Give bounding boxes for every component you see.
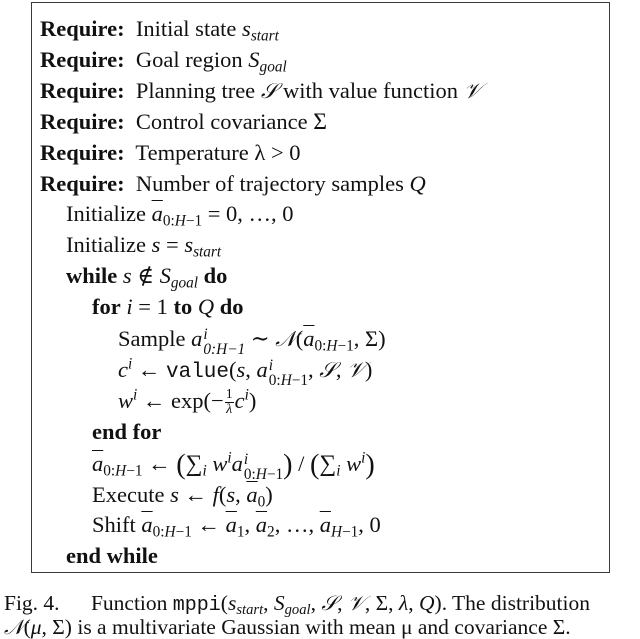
require-goal-region bbox=[40, 44, 287, 75]
cost-step bbox=[118, 354, 373, 389]
end-for bbox=[92, 416, 161, 447]
math-s-notin-goal: s ∉ $S_{goal}$ bbox=[122, 263, 199, 292]
math-abar: $\overline{a}_{0:H-1}$ bbox=[92, 451, 143, 480]
initialize-action-sequence bbox=[66, 198, 294, 229]
do-keyword: do bbox=[203, 263, 228, 288]
math-exp-args: (− $\frac{1}{\lambda}$ $c^i$) bbox=[203, 386, 257, 417]
require-control-covariance bbox=[40, 106, 327, 137]
require-keyword: Require: bbox=[40, 78, 125, 103]
require-keyword: Require: bbox=[40, 109, 125, 134]
require-keyword: Require: bbox=[40, 16, 125, 41]
caption-function-args: ($s_{start}$, $S_{goal}$, 𝒮, 𝒱, Σ, λ, Q) bbox=[220, 591, 442, 619]
weighted-average-step bbox=[92, 448, 375, 483]
initialize-text: Initialize bbox=[66, 232, 146, 257]
while-loop-header bbox=[66, 260, 227, 291]
to-keyword: to bbox=[173, 294, 193, 319]
shift-step bbox=[92, 509, 381, 540]
math-c-i: $c^i$ bbox=[118, 355, 133, 382]
math-s-eq-sstart: $s = s_{start}$ bbox=[151, 232, 222, 261]
math-value-symbol: 𝒱 bbox=[463, 79, 482, 104]
weight-step bbox=[118, 385, 256, 416]
figure-caption-line-2 bbox=[4, 615, 571, 639]
exp-function: exp bbox=[171, 388, 204, 413]
sample-text: Sample bbox=[118, 326, 186, 351]
math-tilde: ∼ bbox=[250, 326, 270, 351]
caption-function-name: mppi bbox=[172, 594, 221, 617]
execute-text: Execute bbox=[92, 482, 165, 507]
require-temperature bbox=[40, 137, 301, 168]
math-q: Q bbox=[409, 171, 426, 196]
math-normal: 𝒩 bbox=[275, 327, 296, 352]
math-arrow: ← bbox=[148, 451, 171, 476]
caption-distribution: 𝒩(μ, Σ) bbox=[4, 615, 72, 639]
require-text: Number of trajectory samples bbox=[135, 171, 404, 196]
require-keyword: Require: bbox=[40, 171, 125, 196]
require-initial-state bbox=[40, 13, 279, 44]
math-w-i: $w^i$ bbox=[118, 386, 138, 413]
while-keyword: while bbox=[66, 263, 118, 288]
caption-function-word: Function bbox=[90, 591, 168, 615]
math-sigma: Σ bbox=[313, 109, 328, 135]
require-text: Temperature bbox=[135, 140, 249, 165]
require-text: Initial state bbox=[135, 16, 237, 41]
require-text-2: with value function bbox=[282, 78, 458, 103]
math-normal-args: ($\overline{a}_{0:H-1}$, Σ) bbox=[295, 326, 386, 355]
require-text: Planning tree bbox=[135, 78, 256, 103]
execute-step bbox=[92, 479, 273, 510]
math-arrow: ← bbox=[137, 357, 161, 382]
caption-sentence-1-tail: . The distribution bbox=[441, 591, 590, 615]
math-s-goal: $S_{goal}$ bbox=[248, 47, 287, 76]
math-arrow: ← bbox=[142, 388, 166, 413]
require-keyword: Require: bbox=[40, 140, 125, 165]
initialize-state bbox=[66, 229, 221, 260]
algorithm-box bbox=[31, 2, 610, 573]
math-value-args: (s, a i 0:H−1 , 𝒮, 𝒱) bbox=[229, 357, 373, 389]
value-function-call: value bbox=[166, 361, 230, 384]
math-q: Q bbox=[197, 294, 215, 319]
for-loop-header bbox=[92, 291, 243, 322]
require-text: Control covariance bbox=[135, 109, 308, 134]
math-i-eq-1: i = 1 bbox=[126, 294, 168, 319]
figure-label: Fig. 4. bbox=[4, 591, 60, 615]
require-text: Goal region bbox=[135, 47, 243, 72]
math-tree-symbol: 𝒮 bbox=[260, 79, 278, 104]
for-keyword: for bbox=[92, 294, 121, 319]
math-lambda-positive: λ > 0 bbox=[254, 140, 301, 165]
math-abar: $\overline{a}_{0:H-1}$ bbox=[151, 201, 203, 230]
initialize-text: Initialize bbox=[66, 201, 146, 226]
require-keyword: Require: bbox=[40, 47, 125, 72]
require-planning-tree bbox=[40, 75, 481, 106]
do-keyword: do bbox=[219, 294, 244, 319]
require-num-samples bbox=[40, 168, 426, 199]
caption-sentence-2: is a multivariate Gaussian with mean μ and covariance Σ. bbox=[77, 615, 571, 639]
end-for-keyword: end for bbox=[92, 419, 162, 444]
math-a-i: a i 0:H−1 bbox=[191, 326, 246, 358]
end-while bbox=[66, 540, 158, 571]
shift-text: Shift bbox=[92, 512, 136, 537]
math-s-start: $s_{start}$ bbox=[242, 16, 279, 45]
figure-caption-line-1 bbox=[4, 591, 590, 618]
end-while-keyword: end while bbox=[66, 543, 158, 568]
math-weighted-sum: ($\sum_i$ $w^ia$ i 0:H−1 ) / ($\sum_i$ $w^i$) bbox=[176, 449, 375, 483]
math-equals-zeros: = 0, …, 0 bbox=[207, 201, 294, 226]
math-execute: s ← f(s, $\overline{a}_0$) bbox=[170, 482, 273, 511]
sample-step bbox=[118, 323, 386, 358]
math-shift: $\overline{a}_{0:H-1}$ ← $\overline{a}_1$, $\overline{a}_2$, …, $\overline{a}_{H-1}$, 0 bbox=[141, 512, 381, 541]
